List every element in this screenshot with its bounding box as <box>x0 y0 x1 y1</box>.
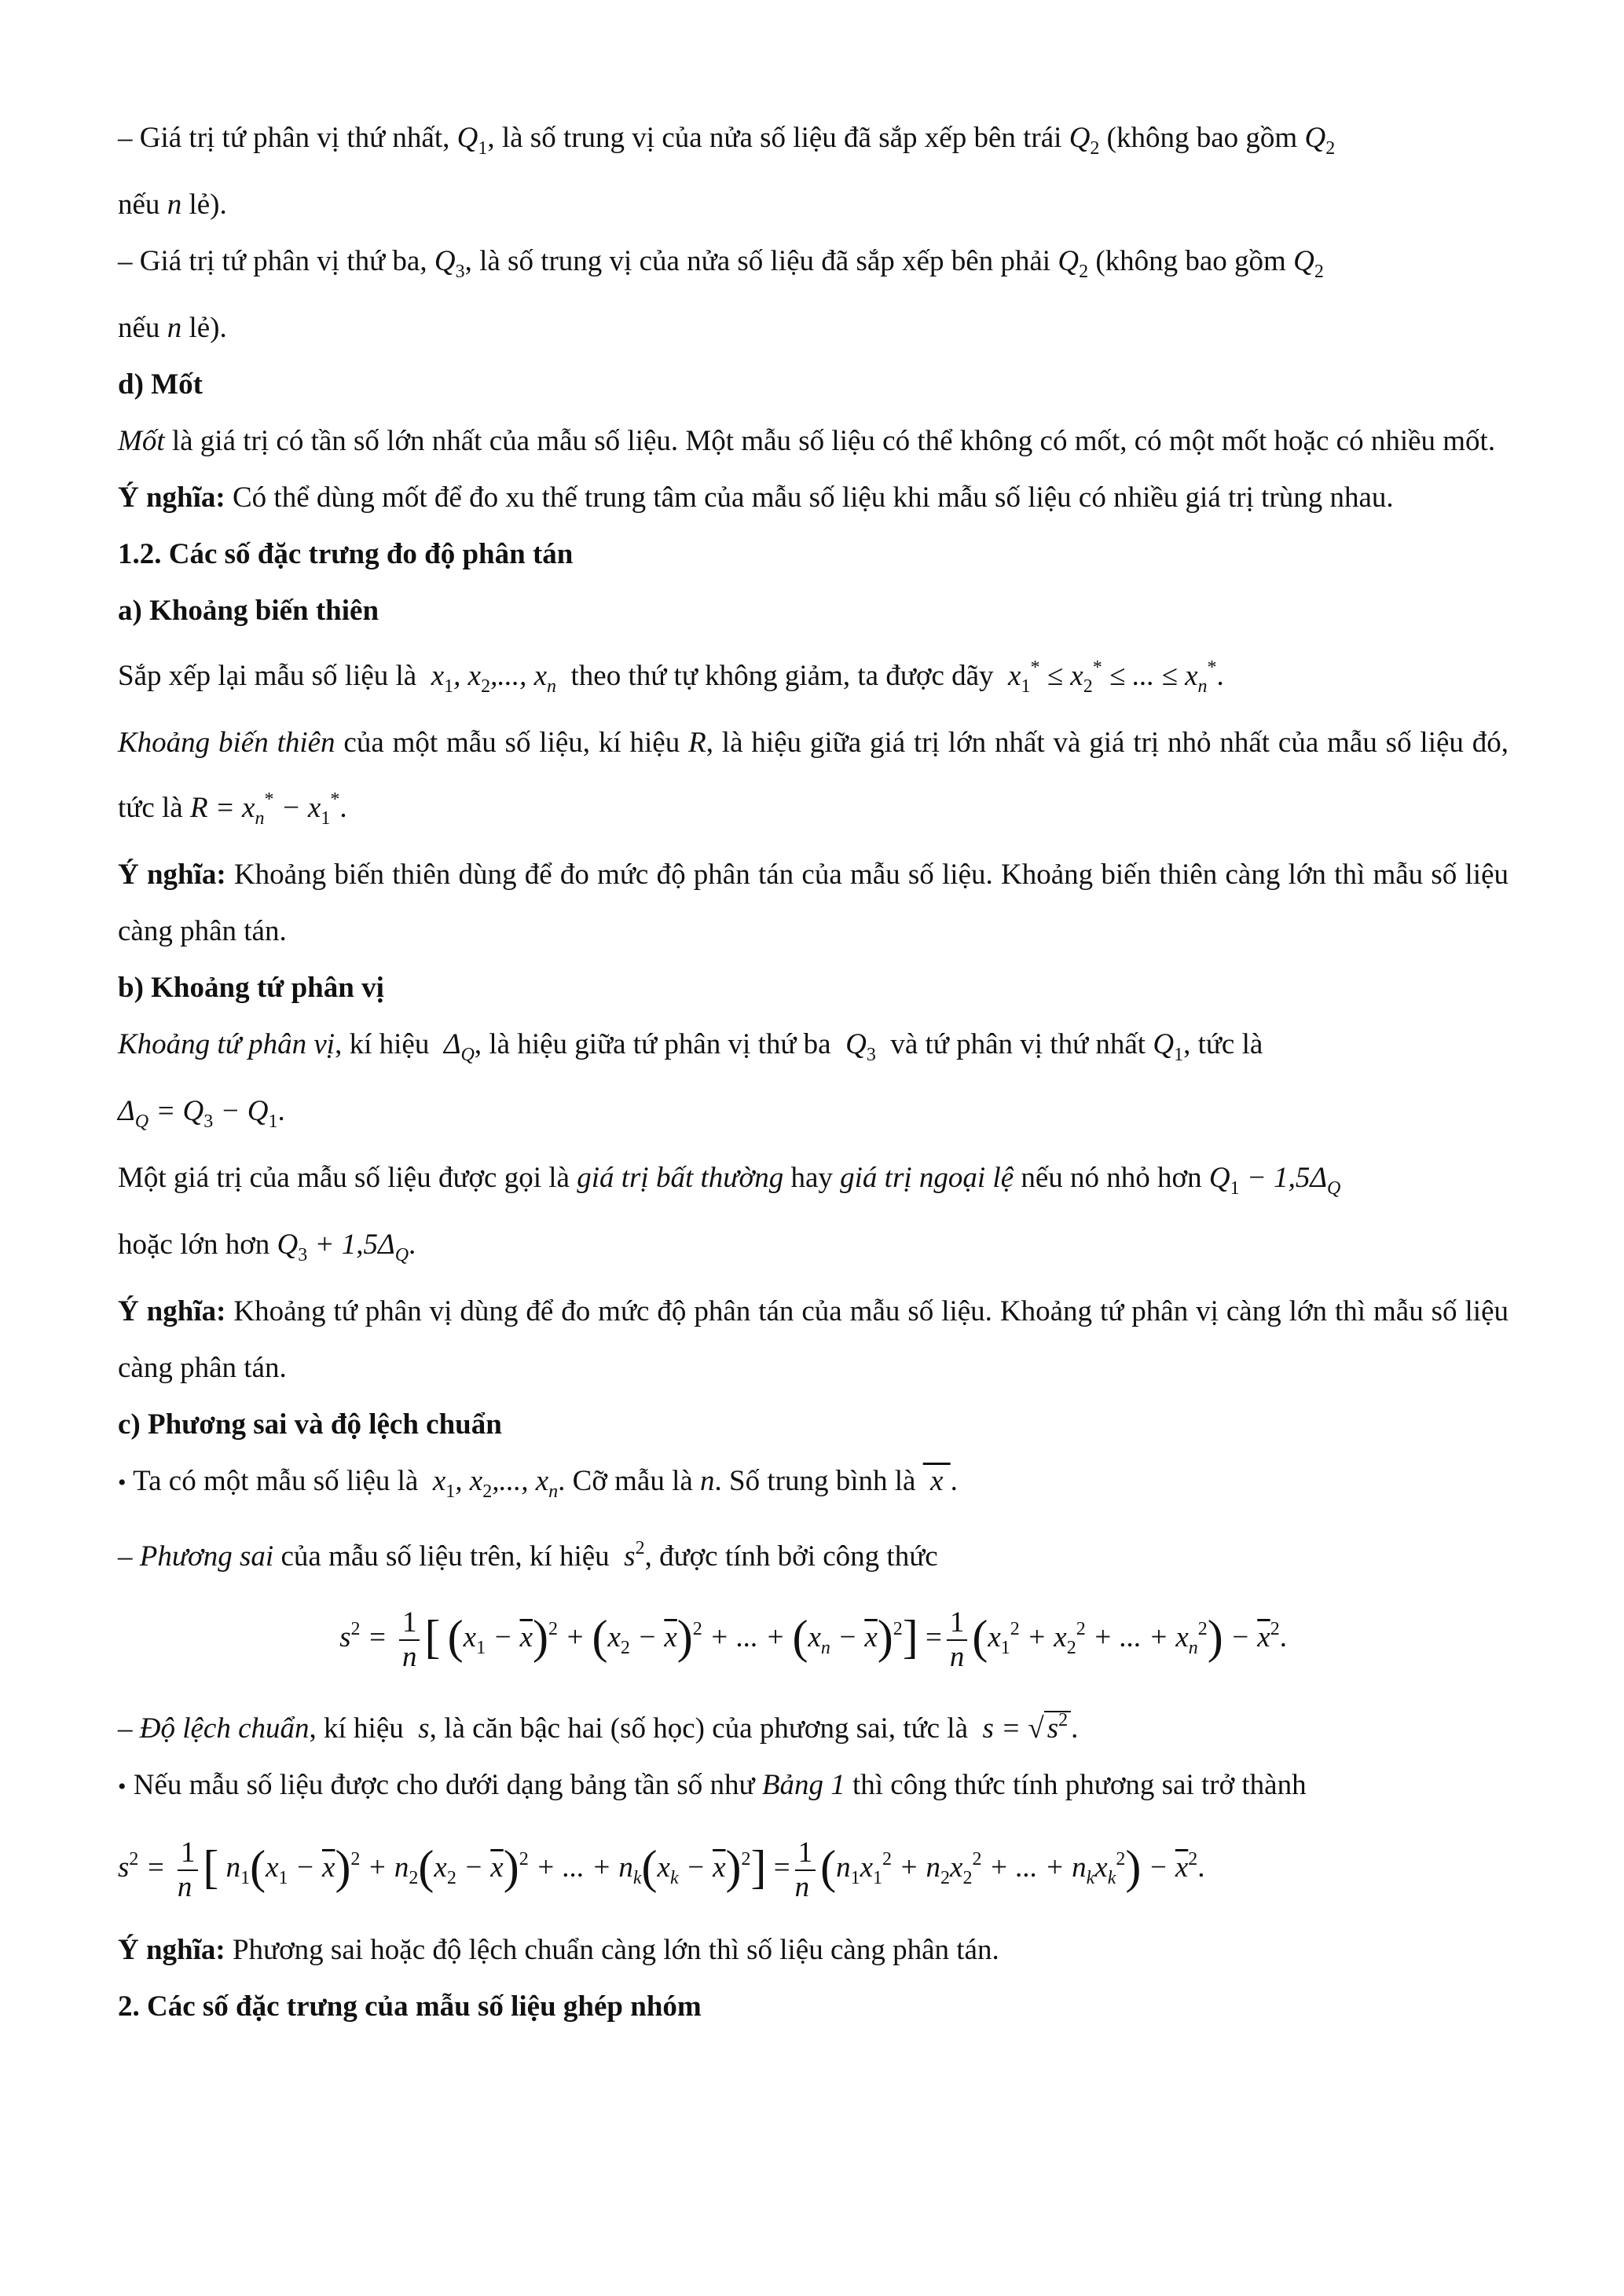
q1-line-cont: nếu n lẻ). <box>118 189 227 221</box>
document-page <box>118 110 1509 2035</box>
sample-sequence: $x_1$, $x_2$,..., $x_n$ <box>423 660 557 697</box>
std-dev-def: – Độ lệch chuẩn, kí hiệu s, là căn bậc hai (số học) của phương sai, tức là s = √ $s^2$ . <box>118 1710 1079 1745</box>
section-1-2-heading: 1.2. Các số đặc trưng đo độ phân tán <box>118 538 574 570</box>
variance-meaning: Ý nghĩa: Phương sai hoặc độ lệch chuẩn càng lớn thì số liệu càng phân tán. <box>118 1934 999 1966</box>
range-sort-line: Sắp xếp lại mẫu số liệu là $x_1$, $x_2$,..., $x_n$ theo thứ tự không giảm, ta được dãy $x_1^* \le x_2^*$ ≤ ... ≤ $x_n^*$. <box>118 657 1224 697</box>
iqr-definition: Khoảng tứ phân vị, kí hiệu $\Delta_Q$, là hiệu giữa tứ phân vị thứ ba $Q_3$ và tứ phân vị thứ nhất $Q_1$, tức là <box>118 1028 1263 1065</box>
iqr-meaning: Ý nghĩa: Khoảng tứ phân vị dùng để đo mức độ phân tán của mẫu số liệu. Khoảng tứ phân vị càng lớn thì mẫu số liệu càng phân tán. <box>118 1295 1509 1384</box>
range-heading: a) Khoảng biến thiên <box>118 595 379 627</box>
range-definition: Khoảng biến thiên của một mẫu số liệu, kí hiệu R, là hiệu giữa giá trị lớn nhất và giá trị nhỏ nhất của mẫu số liệu đó, tức là $R = x_n^* - x_1^*$. <box>118 727 1509 829</box>
mot-meaning: Ý nghĩa: Có thể dùng mốt để đo xu thế trung tâm của mẫu số liệu khi mẫu số liệu có nhiều giá trị trùng nhau. <box>118 482 1394 514</box>
variance-def: – Phương sai của mẫu số liệu trên, kí hiệu $s^2$, được tính bởi công thức <box>118 1538 938 1573</box>
mot-definition: Mốt là giá trị có tần số lớn nhất của mẫu số liệu. Một mẫu số liệu có thể không có mốt, có một mốt hoặc có nhiều mốt. <box>118 425 1496 457</box>
q3-line-cont: nếu n lẻ). <box>118 312 227 344</box>
sorted-sequence: $x_1^* \le x_2^*$ ≤ ... ≤ $x_n^*$ <box>1000 657 1217 697</box>
outlier-line-cont: hoặc lớn hơn $Q_3 + 1,5\Delta_Q$. <box>118 1229 416 1265</box>
mot-heading: d) Mốt <box>118 368 203 401</box>
variance-formula: $s^2$ = $\frac{1}{n}$ [ $(x_1 - \overline{x})^2 + (x_2 - \overline{x})^2$ + ... + $(x_n - \overline{x})^2$] = $\frac{1}{n}$ ($x_1^2 + x_2^2$ + ... + $x_n^2) - \overline{x}^2$. <box>339 1606 1287 1673</box>
variance-bullet-2: • Nếu mẫu số liệu được cho dưới dạng bảng tần số như Bảng 1 thì công thức tính phương sai trở thành <box>118 1769 1307 1801</box>
q3-symbol: $Q_3$ <box>434 245 465 282</box>
q3-line: – Giá trị tứ phân vị thứ ba, $Q_3$, là số trung vị của nửa số liệu đã sắp xếp bên phải $Q_2$ (không bao gồm $Q_2$ <box>118 245 1324 282</box>
iqr-heading: b) Khoảng tứ phân vị <box>118 972 384 1004</box>
upper-fence: $Q_3 + 1,5\Delta_Q$ <box>277 1229 409 1265</box>
variance-heading: c) Phương sai và độ lệch chuẩn <box>118 1408 502 1441</box>
range-meaning: Ý nghĩa: Khoảng biến thiên dùng để đo mức độ phân tán của mẫu số liệu. Khoảng biến thiên càng lớn thì mẫu số liệu càng phân tán. <box>118 859 1509 947</box>
q1-line: – Giá trị tứ phân vị thứ nhất, $Q_1$, là số trung vị của nửa số liệu đã sắp xếp bên trái $Q_2$ (không bao gồm $Q_2$ <box>118 122 1336 159</box>
section-2-heading: 2. Các số đặc trưng của mẫu số liệu ghép nhóm <box>118 1990 702 2023</box>
lower-fence: $Q_1 - 1,5\Delta_Q$ <box>1208 1162 1341 1199</box>
weighted-variance-formula: $s^2$ = $\frac{1}{n}$ [ $n_1(x_1 - \overline{x})^2 + n_2(x_2 - \overline{x})^2$ + ... + $n_k(x_k - \overline{x})^2$] = $\frac{1}{n}$ ($n_1x_1^2 + n_2x_2^2$ + ... + $n_kx_k^2) - \overline{x}^2$. <box>118 1836 1205 1903</box>
range-formula: $R = x_n^* - x_1^*$ <box>189 789 340 829</box>
outlier-line: Một giá trị của mẫu số liệu được gọi là giá trị bất thường hay giá trị ngoại lệ nếu nó nhỏ hơn $Q_1 - 1,5\Delta_Q$ <box>118 1162 1341 1199</box>
iqr-formula: $\Delta_Q = Q_3 - Q_1$. <box>118 1095 285 1132</box>
std-dev-formula: s = √ $s^2$ <box>975 1711 1071 1745</box>
q1-symbol: $Q_1$ <box>456 122 488 159</box>
variance-bullet-1: • Ta có một mẫu số liệu là $x_1$, $x_2$,..., $x_n$. Cỡ mẫu là n. Số trung bình là x . <box>118 1465 958 1502</box>
